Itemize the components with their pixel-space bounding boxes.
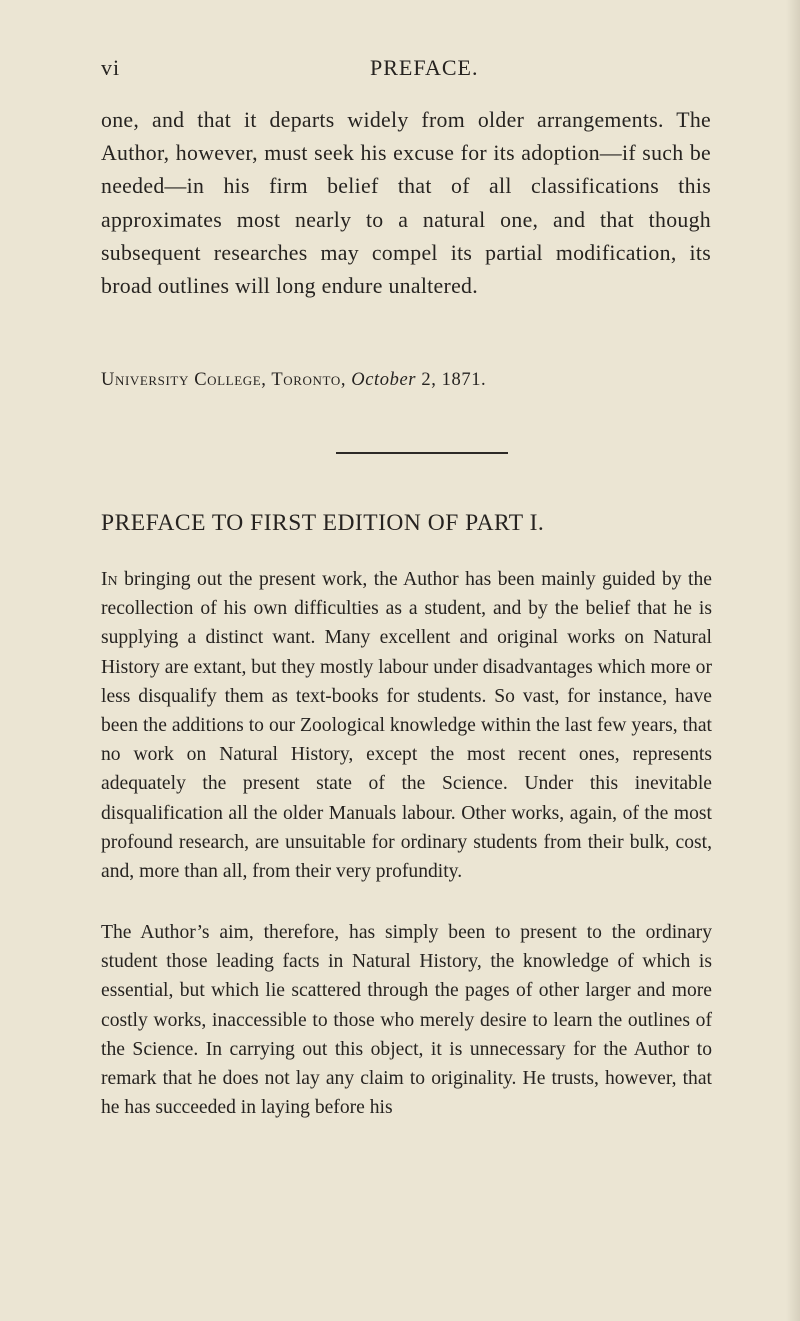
paragraph-2 bbox=[101, 918, 712, 1122]
page-header bbox=[0, 55, 800, 85]
section-divider bbox=[336, 452, 508, 454]
signature-month: October bbox=[351, 370, 417, 390]
paragraph-1-lead: In bbox=[101, 569, 118, 590]
page-number: vi bbox=[101, 55, 121, 80]
continued-paragraph: one, and that it departs widely from older arrangements. The Author, however, must seek his excuse for its adoption—if such be needed—in his firm belief that of all classifications this approximates most nearly to a natural one, and that though subsequent researches may compel its partial modification, its broad outlines will long endure unaltered. bbox=[101, 108, 711, 299]
signature-place: University College, Toronto, bbox=[101, 370, 347, 390]
signature-line bbox=[101, 368, 721, 392]
section-title: PREFACE TO FIRST EDITION OF PART I. bbox=[101, 510, 545, 536]
paragraph-2-text: The Author’s aim, therefore, has simply been to present to the ordinary student those leading facts in Natural History, the knowledge of which is essential, but which lie scattered through the pages of other larger and more costly works, inaccessible to those who merely desire to learn the outlines of the Science. In carrying out this object, it is unnecessary for the Author to remark that he does not lay any claim to originality. He trusts, however, that he has succeeded in laying before his bbox=[101, 922, 712, 1119]
running-head: PREFACE. bbox=[370, 55, 479, 80]
paragraph-1-text: bringing out the present work, the Author has been mainly guided by the recollection of his own difficulties as a student, and by the belief that he is supplying a distinct want. Many excellent and original works on Natural History are extant, but they mostly labour under disadvantages which more or less disqualify them as text-books for students. So vast, for instance, have been the additions to our Zoological knowledge within the last few years, that no work on Natural History, except the most recent ones, represents adequately the present state of the Science. Under this inevitable disqualification all the older Manuals labour. Other works, again, of the most profound research, are unsuitable for ordinary students from their bulk, cost, and, more than all, from their very profundity. bbox=[101, 569, 712, 883]
signature-date: 2, 1871. bbox=[421, 370, 487, 390]
page-edge-shadow bbox=[786, 0, 800, 1321]
paragraph-1 bbox=[101, 565, 712, 886]
